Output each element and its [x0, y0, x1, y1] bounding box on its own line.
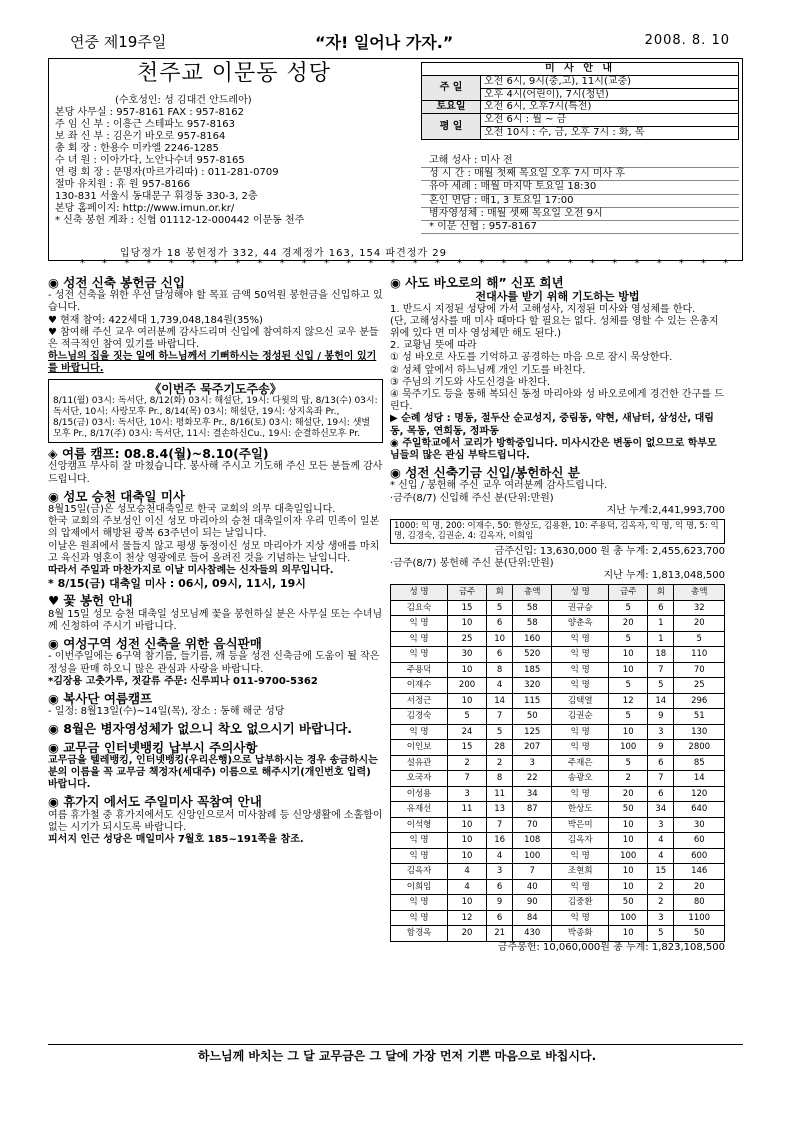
table-cell: 13: [486, 802, 512, 818]
table-cell: 90: [513, 895, 552, 911]
table-header-row: [391, 585, 725, 601]
table-cell: 160: [513, 631, 552, 647]
table-cell: 익 명: [552, 631, 609, 647]
table-cell: 10: [448, 693, 487, 709]
section-title: ◉ 휴가지 에서도 주일미사 꼭참여 안내: [48, 794, 262, 810]
info-line: 보 좌 신 부 : 김은기 바오로 957-8164: [55, 131, 226, 142]
table-cell: 6: [648, 755, 674, 771]
table-cell: 6: [486, 616, 512, 632]
left-column: [48, 272, 383, 846]
column-header: 금주: [609, 585, 648, 601]
paragraph: ③ 주님의 기도와 사도신경을 바친다.: [390, 376, 551, 388]
table-row: [391, 817, 725, 833]
table-cell: 5: [674, 631, 725, 647]
paragraph: 하느님의 집을 짓는 일에 하느님께서 기뻐하시는 정성된 신입 / 봉헌이 있기를 바랍니다.: [48, 351, 377, 375]
table-row: [391, 647, 725, 663]
table-cell: 김중환: [552, 895, 609, 911]
table-cell: 익 명: [391, 631, 448, 647]
table-cell: 20: [448, 926, 487, 942]
table-cell: 100: [609, 848, 648, 864]
mass-key: 주 일: [422, 75, 481, 101]
table-cell: 50: [609, 895, 648, 911]
parish-title: 천주교 이문동 성당: [137, 61, 332, 86]
table-cell: 10: [448, 848, 487, 864]
section-title: ◈ 여름 캠프: 08.8.4(월)~8.10(주일): [48, 446, 269, 462]
table-cell: 28: [486, 740, 512, 756]
table-cell: 5: [648, 678, 674, 694]
table-cell: 1100: [674, 910, 725, 926]
table-cell: 익 명: [552, 740, 609, 756]
paragraph: 8월15일(금)은 성모승천대축일로 한국 교회의 의무 대축일입니다.: [48, 503, 336, 515]
table-cell: 34: [513, 786, 552, 802]
table-cell: 10: [609, 817, 648, 833]
table-cell: 185: [513, 662, 552, 678]
pledge-prev-total: 지난 누계:2,441,993,700: [606, 504, 725, 516]
credit-union: * 이문 신협 : 957-8167: [421, 221, 739, 234]
table-row: [391, 786, 725, 802]
table-cell: 3: [448, 786, 487, 802]
homepage-link[interactable]: 본당 홈페이지: http://www.imun.or.kr/: [55, 203, 235, 214]
table-cell: 4: [648, 833, 674, 849]
table-row: [391, 771, 725, 787]
pilgrim-churches: ▶ 순례 성당 : 명동, 절두산 순교성지, 중림동, 약현, 새남터, 삼성산, 대림동, 목동, 연희동, 정파동: [390, 413, 714, 437]
table-cell: 11: [486, 786, 512, 802]
sacrament-schedule: [421, 155, 739, 234]
table-cell: 5: [648, 926, 674, 942]
table-cell: 이성용: [391, 786, 448, 802]
table-cell: 58: [513, 616, 552, 632]
column-header: 총액: [513, 585, 552, 601]
table-cell: 10: [448, 833, 487, 849]
table-cell: 익 명: [391, 910, 448, 926]
table-cell: 21: [486, 926, 512, 942]
table-cell: 10: [609, 926, 648, 942]
right-column: [390, 272, 725, 954]
table-row: [391, 910, 725, 926]
table-cell: 6: [648, 600, 674, 616]
table-cell: 3: [513, 755, 552, 771]
donation-rows: [391, 600, 725, 941]
table-cell: 70: [513, 817, 552, 833]
section-title: ◉ 성모 승천 대축일 미사: [48, 488, 185, 504]
pledge-sum: 금주신입: 13,630,000 원 총 누계: 2,455,623,700: [494, 545, 725, 557]
table-cell: 송광오: [552, 771, 609, 787]
chant-ticker: 입당정가 18 봉헌정가 332, 44 경제정가 163, 154 파견정가 29: [120, 248, 447, 259]
table-cell: 320: [513, 678, 552, 694]
table-cell: 24: [448, 724, 487, 740]
table-cell: 이인보: [391, 740, 448, 756]
table-cell: 15: [448, 600, 487, 616]
table-cell: 익 명: [391, 724, 448, 740]
table-cell: 50: [674, 926, 725, 942]
table-cell: 50: [609, 802, 648, 818]
table-cell: 70: [674, 662, 725, 678]
sacrament-line: 고해 성사 : 미사 전: [421, 155, 739, 168]
table-cell: 서정근: [391, 693, 448, 709]
table-cell: 20: [609, 786, 648, 802]
table-cell: 익 명: [391, 848, 448, 864]
table-cell: 7: [648, 771, 674, 787]
offer-prev-total: 지난 누계: 1,813,048,500: [603, 570, 725, 581]
table-cell: 100: [513, 848, 552, 864]
sunday-school-note: ◉ 주일학교에서 교리가 방학중입니다. 미사시간은 변동이 없으므로 학부모님들의 많은 관심 부탁드립니다.: [390, 437, 717, 461]
table-cell: 익 명: [552, 910, 609, 926]
table-cell: 5: [486, 724, 512, 740]
table-cell: 5: [609, 755, 648, 771]
table-row: [391, 678, 725, 694]
table-cell: 익 명: [391, 616, 448, 632]
offer-header: ·금주(8/7) 봉헌해 주신 분(단위:만원): [390, 557, 554, 569]
info-line: 본당 사무실 : 957-8161 FAX : 957-8162: [55, 107, 244, 118]
paragraph: 따라서 주일과 마찬가지로 이날 미사참례는 신자들의 의무입니다.: [48, 564, 334, 576]
table-cell: 25: [674, 678, 725, 694]
table-cell: 1: [648, 631, 674, 647]
table-cell: 익 명: [391, 895, 448, 911]
table-cell: 한상도: [552, 802, 609, 818]
table-cell: 14: [674, 771, 725, 787]
table-cell: 박종화: [552, 926, 609, 942]
table-cell: 22: [513, 771, 552, 787]
paragraph: - 이번주일에는 6구역 참기름, 들기름, 깨 등을 성전 신축금에 도움이 될 작은 정성을 판매 하오니 많은 관심과 사랑을 바랍니다.: [48, 651, 380, 675]
table-cell: 2800: [674, 740, 725, 756]
sacrament-line: 유아 세례 : 매월 마지막 토요일 18:30: [421, 181, 739, 194]
table-cell: 108: [513, 833, 552, 849]
table-cell: 함경옥: [391, 926, 448, 942]
slogan: “자! 일어나 가자.”: [315, 33, 454, 52]
column-header: 금주: [448, 585, 487, 601]
table-cell: 익 명: [552, 678, 609, 694]
paragraph: - 일정: 8월13일(수)~14일(목), 장소 : 동해 해군 성당: [48, 706, 285, 718]
mass-time: 오전 10시 : 수, 금, 오후 7시 : 화, 목: [481, 126, 739, 139]
column-header: 성 명: [552, 585, 609, 601]
table-cell: 7: [648, 662, 674, 678]
table-cell: 10: [609, 864, 648, 880]
paragraph: 한국 교회의 주보성인 이신 성모 마리아의 승천 대축일이자 우리 민족이 일본의 압제에서 해방된 광복 63주년이 되는 날입니다.: [48, 516, 380, 540]
table-cell: 익 명: [391, 647, 448, 663]
table-cell: 10: [609, 662, 648, 678]
table-row: [391, 848, 725, 864]
paragraph: 8월 15일 성모 승천 대축일 성모님께 꽃을 봉헌하실 분은 사무실 또는 수녀님께 신청하여 주시기 바랍니다.: [48, 608, 383, 632]
table-cell: 430: [513, 926, 552, 942]
parish-contact: [55, 95, 425, 227]
table-row: [391, 616, 725, 632]
table-cell: 오국자: [391, 771, 448, 787]
mass-schedule: [421, 62, 739, 140]
table-cell: 5: [609, 631, 648, 647]
table-row: [391, 926, 725, 942]
mass-times: * 8/15(금) 대축일 미사 : 06시, 09시, 11시, 19시: [48, 577, 306, 591]
pledge-list: 1000: 익 명, 200: 이재수, 50: 한상도, 김용환, 10: 주용덕, 김옥자, 익 명, 익 명, 5: 익 명, 김경숙, 김권순, 4: 김옥자, 이희임: [390, 519, 725, 544]
column-header: 총액: [674, 585, 725, 601]
section-title: ◉ 여성구역 성전 신축을 위한 음식판매: [48, 636, 262, 652]
paragraph: 교무금을 텔레뱅킹, 인터넷뱅킹(우리은행)으로 납부하시는 경우 송금하시는 분의 이름을 꼭 교무금 책정자(세대주) 이름으로 해주시기(개인번호 입력) 바랍니다.: [48, 754, 378, 791]
pledge-header: ·금주(8/7) 신입해 주신 분(단위:만원): [390, 492, 554, 504]
donation-table: [390, 584, 725, 942]
footer-divider: [48, 1044, 743, 1045]
table-cell: 14: [486, 693, 512, 709]
table-cell: 640: [674, 802, 725, 818]
table-cell: 3: [648, 724, 674, 740]
table-cell: 9: [648, 709, 674, 725]
column-header: 회: [648, 585, 674, 601]
sacrament-line: 성 시 간 : 매월 첫째 목요일 오후 7시 미사 후: [421, 168, 739, 181]
table-cell: 설유관: [391, 755, 448, 771]
table-cell: 7: [486, 817, 512, 833]
table-row: [391, 724, 725, 740]
table-row: [391, 879, 725, 895]
table-cell: 7: [486, 709, 512, 725]
table-cell: 8: [486, 662, 512, 678]
patron: (수호성인: 성 김대건 안드레아): [115, 95, 252, 106]
table-cell: 5: [448, 709, 487, 725]
table-cell: 익 명: [552, 786, 609, 802]
table-cell: 87: [513, 802, 552, 818]
table-cell: 12: [609, 693, 648, 709]
rosary-title: 《이번주 묵주기도주송》: [149, 381, 282, 396]
column-header: 회: [486, 585, 512, 601]
table-row: [391, 833, 725, 849]
section-title: ◉ 교무금 인터넷뱅킹 납부시 주의사항: [48, 739, 258, 755]
info-line: 절마 유치원 : 휴 원 957-8166: [55, 179, 191, 190]
section-title: ♥ 꽃 봉헌 안내: [48, 593, 133, 609]
paragraph: ♥ 참여해 주신 교우 여러분께 감사드리며 신입에 참여하지 않으신 교우 분들은 적극적인 참여 있기를 바랍니다.: [48, 326, 379, 350]
column-header: 성 명: [391, 585, 448, 601]
rosary-box: [48, 379, 383, 444]
table-cell: 7: [448, 771, 487, 787]
paragraph: 여름 휴가철 중 휴가지에서도 신앙인으로서 미사참례 등 신앙생활에 소홀함이 없는 시기가 되시도록 바랍니다.: [48, 809, 383, 833]
table-row: [391, 740, 725, 756]
table-cell: 34: [648, 802, 674, 818]
table-cell: 익 명: [552, 848, 609, 864]
table-cell: 18: [648, 647, 674, 663]
info-line: 연 령 회 장 : 문명자(마르가리따) : 011-281-0709: [55, 167, 279, 178]
paragraph: ② 성체 앞에서 하느님께 개인 기도를 바친다.: [390, 364, 586, 376]
mass-time: 오후 4시(어린이), 7시(청년): [481, 88, 739, 101]
section-title: ◉ 8월은 병자영성체가 없으니 착오 없으시기 바랍니다.: [48, 721, 353, 737]
paragraph: ♥ 현재 참여: 422세대 1,739,048,184원(35%): [48, 314, 263, 326]
table-cell: 김옥자: [391, 864, 448, 880]
info-line: * 신축 봉헌 계좌 : 신협 01112-12-000442 이문동 천주: [55, 215, 305, 226]
table-cell: 30: [448, 647, 487, 663]
table-cell: 15: [648, 864, 674, 880]
table-cell: 125: [513, 724, 552, 740]
table-cell: 5: [609, 709, 648, 725]
table-cell: 10: [448, 662, 487, 678]
table-cell: 2: [486, 755, 512, 771]
section-subtitle: 전대사를 받기 위해 기도하는 방법: [475, 290, 640, 304]
table-cell: 주재은: [552, 755, 609, 771]
info-line: 주 임 신 부 : 이흥근 스테파노 957-8163: [55, 119, 236, 130]
table-cell: 6: [486, 879, 512, 895]
table-cell: 4: [486, 678, 512, 694]
table-cell: 10: [448, 616, 487, 632]
table-cell: 10: [609, 833, 648, 849]
table-cell: 김택열: [552, 693, 609, 709]
table-cell: 600: [674, 848, 725, 864]
table-cell: 51: [674, 709, 725, 725]
table-cell: 익 명: [552, 662, 609, 678]
paragraph: 신앙캠프 무사히 잘 마쳤습니다. 봉사해 주시고 기도해 주신 모든 분들께 감사드립니다.: [48, 461, 383, 485]
table-cell: 양춘옥: [552, 616, 609, 632]
table-cell: 5: [609, 678, 648, 694]
table-cell: 9: [648, 740, 674, 756]
table-cell: 200: [448, 678, 487, 694]
mass-time: 오전 6시, 9시(중,고), 11시(교중): [481, 75, 739, 88]
table-row: [391, 600, 725, 616]
table-cell: 130: [674, 724, 725, 740]
table-cell: 3: [486, 864, 512, 880]
table-cell: 이희임: [391, 879, 448, 895]
table-cell: 58: [513, 600, 552, 616]
sacrament-line: 병자영성체 : 매월 셋째 목요일 오전 9시: [421, 208, 739, 221]
table-cell: 유재선: [391, 802, 448, 818]
table-cell: 84: [513, 910, 552, 926]
table-cell: 8: [486, 771, 512, 787]
table-row: [391, 662, 725, 678]
info-line: 130-831 서울시 동대문구 휘경동 330-3, 2층: [55, 191, 258, 202]
table-cell: 익 명: [552, 724, 609, 740]
table-cell: 6: [648, 786, 674, 802]
table-cell: 4: [648, 848, 674, 864]
table-cell: 익 명: [552, 647, 609, 663]
paragraph: ① 성 바오로 사도를 기억하고 공경하는 마음 으로 잠시 묵상한다.: [390, 352, 673, 364]
table-cell: 5: [609, 600, 648, 616]
table-cell: 4: [448, 864, 487, 880]
table-cell: 2: [648, 879, 674, 895]
table-cell: 4: [448, 879, 487, 895]
footer-motto: 하느님께 바치는 그 달 교무금은 그 달에 가장 먼저 기쁜 마음으로 바칩시다.: [197, 1049, 597, 1063]
table-row: [391, 631, 725, 647]
table-row: [391, 693, 725, 709]
table-cell: 2: [448, 755, 487, 771]
table-cell: 120: [674, 786, 725, 802]
table-cell: 1: [648, 616, 674, 632]
table-cell: 115: [513, 693, 552, 709]
table-cell: 박은미: [552, 817, 609, 833]
table-cell: 16: [486, 833, 512, 849]
table-cell: 권규승: [552, 600, 609, 616]
table-cell: 김옥자: [552, 833, 609, 849]
paragraph: - 성전 신축을 위한 우선 달성해야 할 목표 금액 50억원 봉헌금을 신입하고 있습니다.: [48, 290, 383, 314]
section-title: ◉ 복사단 여름캠프: [48, 690, 153, 706]
table-cell: 익 명: [391, 833, 448, 849]
table-cell: 85: [674, 755, 725, 771]
paragraph: ④ 묵주기도 등을 통해 복되신 동정 마리아와 성 바오로에게 경건한 간구를 드린다.: [390, 388, 724, 413]
table-cell: 30: [674, 817, 725, 833]
table-cell: 60: [674, 833, 725, 849]
table-cell: 조현희: [552, 864, 609, 880]
paragraph: (단, 고해성사를 매 미사 때마다 할 필요는 없다. 성체를 영할 수 있는 은총지위에 있다 면 미사 영성체만 해도 된다.): [390, 315, 719, 340]
table-row: [391, 709, 725, 725]
table-cell: 520: [513, 647, 552, 663]
week-label: 연중 제19주일: [70, 33, 167, 51]
header: [70, 33, 730, 53]
table-cell: 11: [448, 802, 487, 818]
table-cell: 5: [486, 600, 512, 616]
table-cell: 김경숙: [391, 709, 448, 725]
table-cell: 10: [448, 895, 487, 911]
table-cell: 김요숙: [391, 600, 448, 616]
table-cell: 10: [609, 879, 648, 895]
table-cell: 4: [486, 848, 512, 864]
table-cell: 296: [674, 693, 725, 709]
table-cell: 6: [486, 647, 512, 663]
paragraph: 이날은 원죄에서 물들지 않고 평생 동정이신 성모 마리아가 지상 생애를 마치고 육신과 영혼이 천상 영광에로 들어 올려진 것을 기념하는 날입니다.: [48, 540, 380, 564]
table-cell: 207: [513, 740, 552, 756]
mass-key: 평 일: [422, 114, 481, 140]
table-cell: 3: [648, 910, 674, 926]
paragraph: 2. 교황님 뜻에 따라: [390, 340, 477, 352]
section-title: ◉ 성전 신축 봉헌금 신입: [48, 275, 185, 290]
section-title: ◉ 사도 바오로의 해” 신포 희년: [390, 275, 564, 290]
table-row: [391, 755, 725, 771]
table-cell: 10: [609, 647, 648, 663]
table-cell: 9: [486, 895, 512, 911]
paragraph: * 신입 / 봉헌해 주신 교우 여러분께 감사드립니다.: [390, 480, 608, 492]
table-cell: 김권순: [552, 709, 609, 725]
mass-time: 오전 6시, 오후7시(특전): [481, 101, 739, 114]
table-cell: 20: [674, 879, 725, 895]
table-cell: 100: [609, 740, 648, 756]
info-line: 수 녀 원 : 이아가다, 노안나수녀 957-8165: [55, 155, 245, 166]
table-cell: 6: [486, 910, 512, 926]
mass-heading: 미 사 안 내: [422, 63, 739, 76]
table-cell: 40: [513, 879, 552, 895]
table-cell: 10: [448, 817, 487, 833]
mass-time: 오전 6시 : 월 ~ 금: [481, 114, 739, 127]
table-cell: 10: [486, 631, 512, 647]
mass-key: 토요일: [422, 101, 481, 114]
paragraph: 피서지 인근 성당은 매일미사 7월호 185~191쪽을 참조.: [48, 834, 304, 846]
table-cell: 이석형: [391, 817, 448, 833]
offer-sum: 금주봉헌: 10,060,000원 총 누계: 1,823,108,500: [497, 941, 725, 953]
table-cell: 20: [674, 616, 725, 632]
table-cell: 14: [648, 693, 674, 709]
table-cell: 2: [648, 895, 674, 911]
table-cell: 100: [609, 910, 648, 926]
paragraph: 1. 반드시 지정된 성당에 가서 고해성사, 지정된 미사와 영성체를 한다.: [390, 303, 696, 315]
table-cell: 110: [674, 647, 725, 663]
table-cell: 10: [609, 724, 648, 740]
table-cell: 2: [609, 771, 648, 787]
table-cell: 15: [448, 740, 487, 756]
issue-date: 2008. 8. 10: [644, 33, 730, 48]
table-cell: 주용덕: [391, 662, 448, 678]
table-cell: 20: [609, 616, 648, 632]
parish-info-box: [48, 58, 743, 261]
table-cell: 3: [648, 817, 674, 833]
table-row: [391, 895, 725, 911]
table-row: [391, 802, 725, 818]
section-title: ◉ 성전 신축기금 신입/봉헌하신 분: [390, 465, 580, 481]
rosary-schedule: 8/11(월) 03시: 독서단, 8/12(화) 03시: 해설단, 19시: 다윗의 탑, 8/13(수) 03시: 독서단, 10시: 사랑모후 Pr., 8/14(목) 03시: 해설단, 19시: 상지옥좌 Pr., 8/15(금) 03시: 독서단, 10시: 평화모후 Pr., 8/16(토) 03시: 해설단, 19시: 샛별모후 Pr., 8/17(주) 03시: 독서단, 11시: 결손하신Cu., 19시: 순결하신모후 Pr.: [53, 396, 378, 440]
table-row: [391, 864, 725, 880]
table-cell: 146: [674, 864, 725, 880]
info-line: 총 회 장 : 한용수 미카엘 2246-1285: [55, 143, 219, 154]
star-divider: * * * * * * * * * * * * * * * * * * * * * * * * * * * * * *: [80, 258, 736, 269]
table-cell: 익 명: [552, 879, 609, 895]
table-cell: 7: [513, 864, 552, 880]
table-cell: 25: [448, 631, 487, 647]
paragraph: *김장용 고춧가루, 젓갈류 주문: 신루피나 011-9700-5362: [48, 675, 318, 687]
table-cell: 이재수: [391, 678, 448, 694]
table-cell: 50: [513, 709, 552, 725]
sacrament-line: 혼인 면담 : 매1, 3 토요일 17:00: [421, 195, 739, 208]
table-cell: 80: [674, 895, 725, 911]
table-cell: 12: [448, 910, 487, 926]
table-cell: 32: [674, 600, 725, 616]
